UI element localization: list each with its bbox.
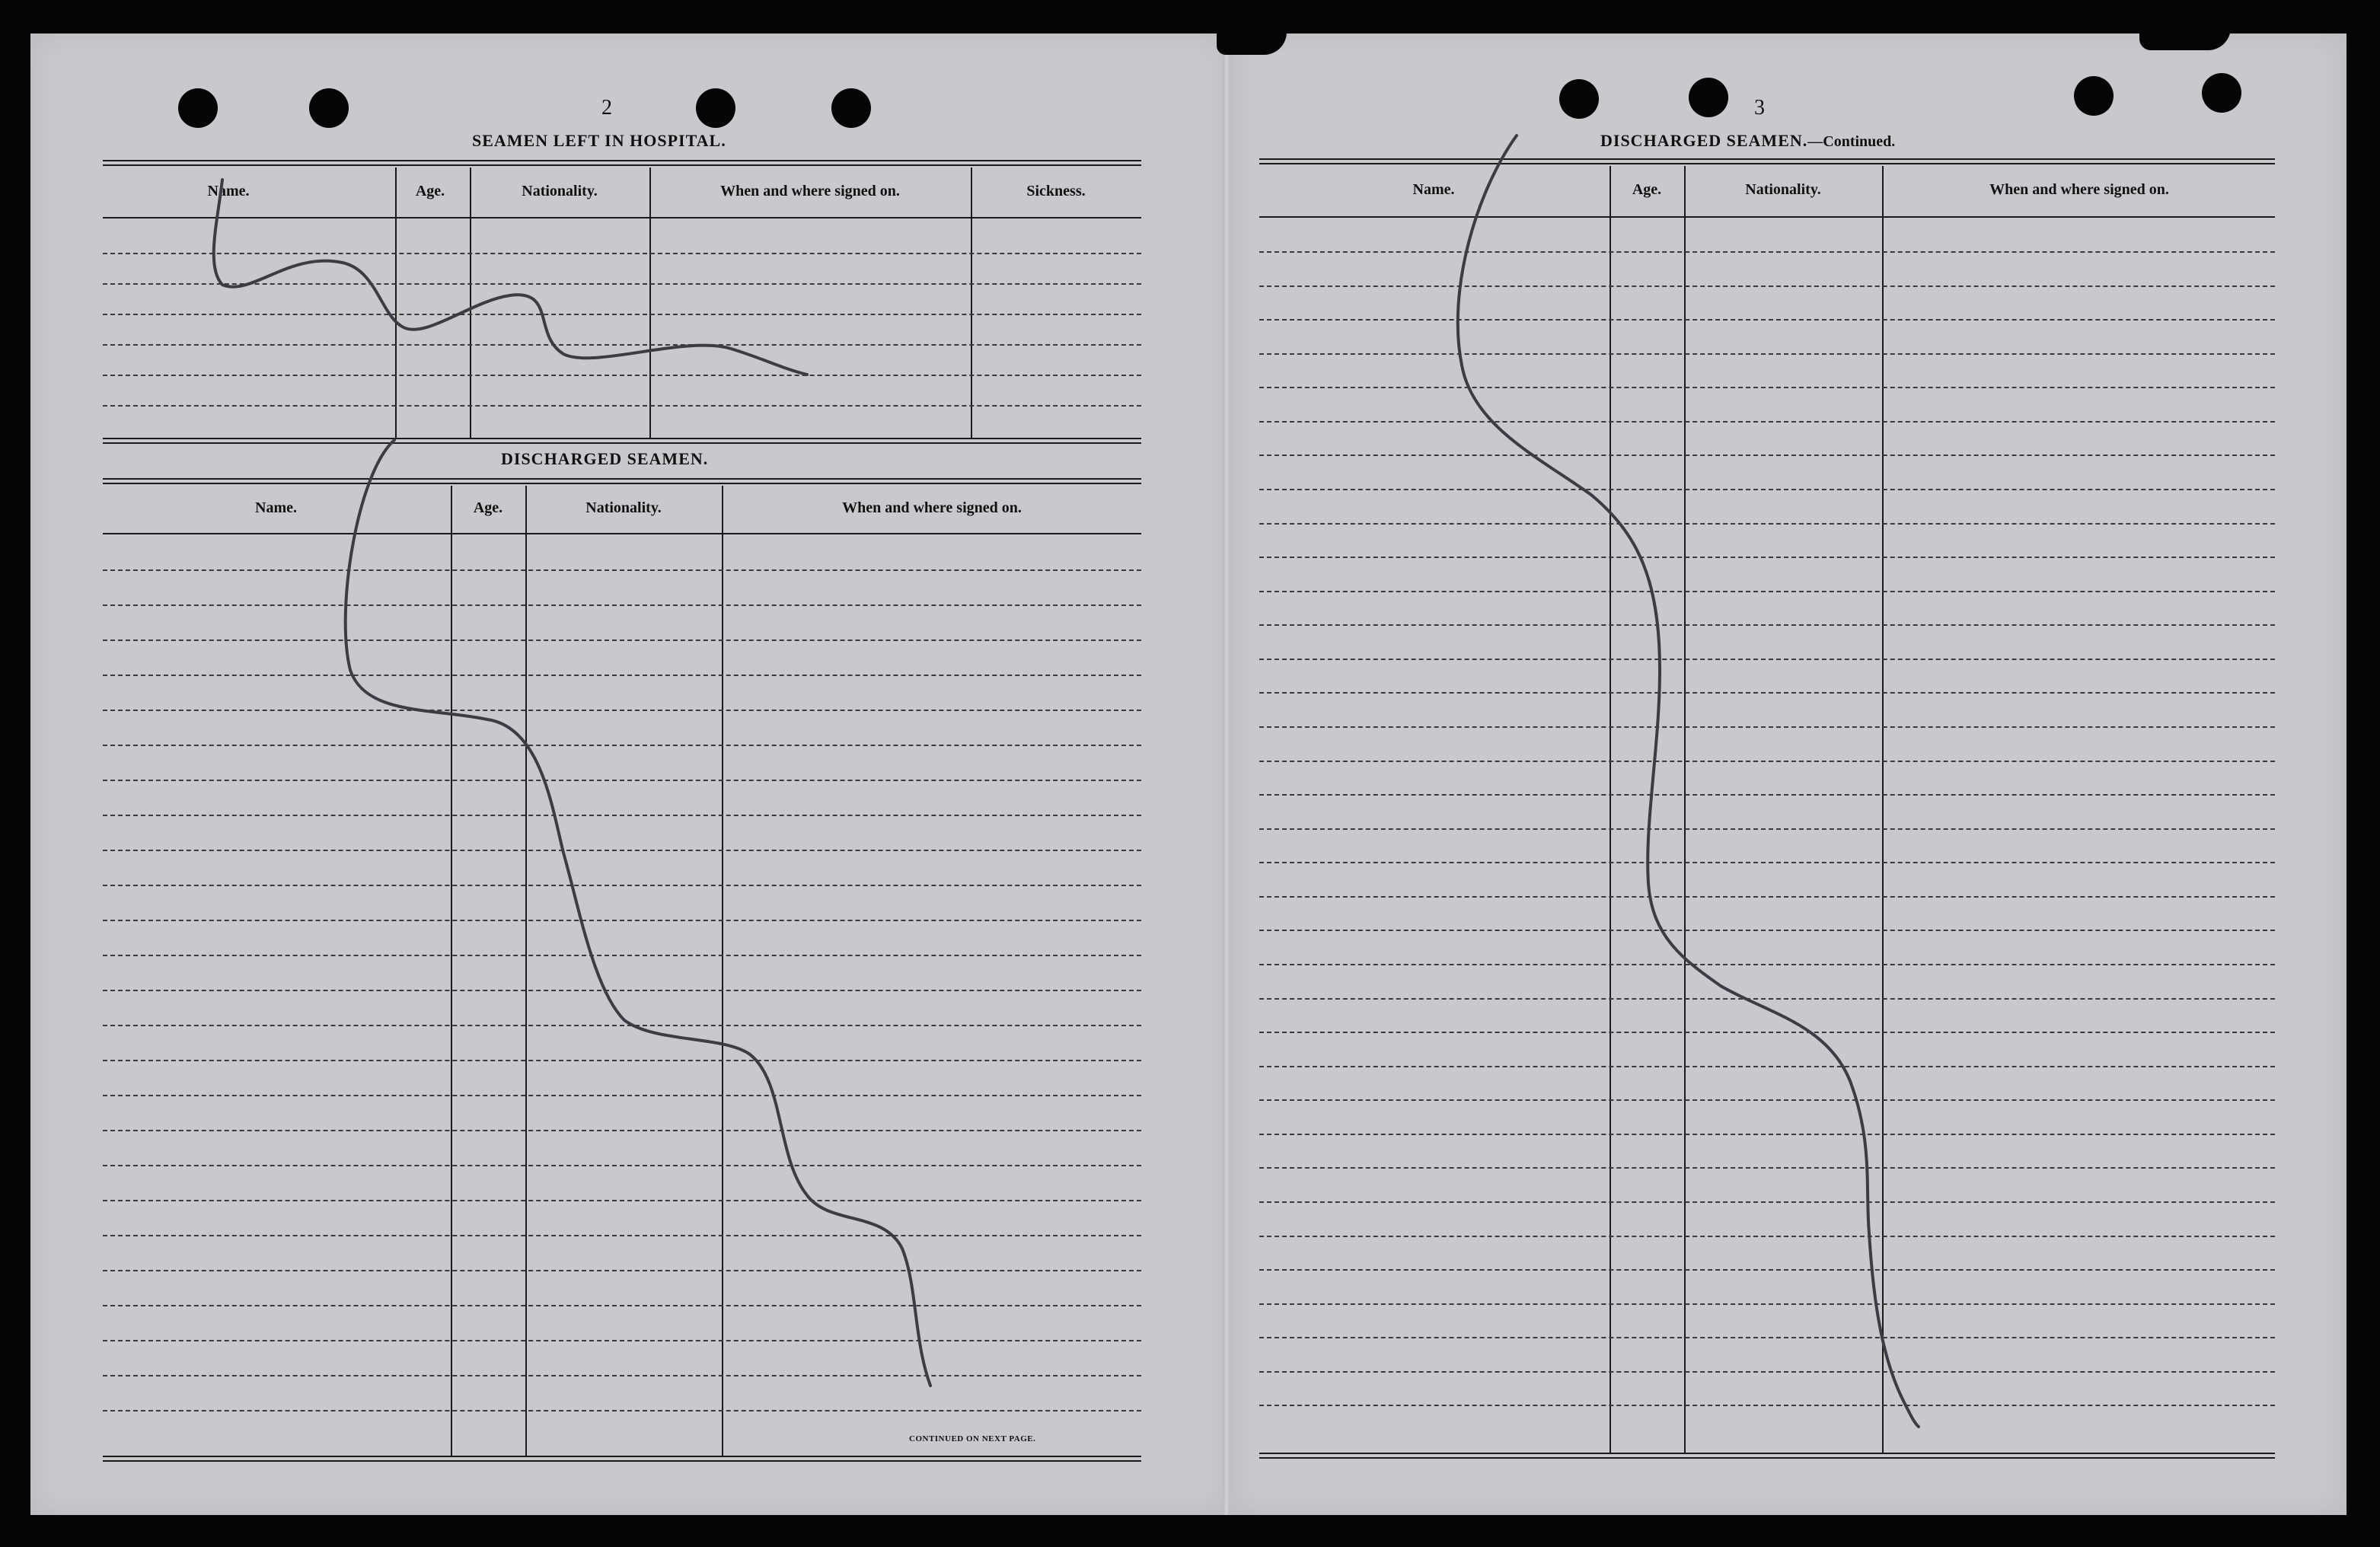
table-row [1259,1303,2275,1305]
divider [103,483,1141,484]
table-row [1259,964,2275,965]
discharged-section-title: DISCHARGED SEAMEN. [501,449,709,468]
divider [1259,1457,2275,1459]
punch-hole [309,88,349,128]
punch-hole [1689,78,1728,117]
table-row [1259,319,2275,321]
continued-note: CONTINUED ON NEXT PAGE. [909,1434,1036,1443]
table-row [1259,455,2275,456]
discharged-continued-rows [1259,251,2275,1439]
table-row [1259,353,2275,355]
divider [1259,158,2275,160]
table-row [1259,1099,2275,1101]
table-row [1259,998,2275,1000]
table-row [103,1165,1141,1166]
table-row [103,1270,1141,1271]
table-row [103,344,1141,346]
table-row [1259,1236,2275,1237]
hospital-section-title: SEAMEN LEFT IN HOSPITAL. [472,131,726,150]
discharged-title-text: DISCHARGED SEAMEN. [1600,131,1808,150]
table-row [1259,387,2275,388]
divider [103,160,1141,161]
table-row [1259,591,2275,592]
divider [1259,163,2275,164]
table-row [103,640,1141,641]
table-row [103,745,1141,746]
discharged-rows [103,569,1141,1445]
table-row [103,283,1141,285]
table-row [1259,285,2275,287]
table-row [1259,1269,2275,1271]
punch-hole [178,88,218,128]
table-row [103,1095,1141,1096]
table-row [1259,1134,2275,1135]
divider [103,1456,1141,1457]
table-row [103,1410,1141,1411]
right-page [1229,33,2347,1515]
punch-hole [831,88,871,128]
table-row [103,314,1141,315]
column-header-age: Age. [1632,181,1662,198]
table-row [1259,1167,2275,1169]
torn-edge [1217,27,1287,55]
table-row [1259,761,2275,762]
divider [103,478,1141,480]
punch-hole [696,88,735,128]
left-page [30,33,1229,1515]
table-row [103,1200,1141,1201]
table-row [103,955,1141,956]
table-row [1259,828,2275,830]
table-row [103,375,1141,376]
table-row [1259,1032,2275,1033]
column-header-signed-on: When and where signed on. [1989,181,2169,198]
table-row [103,815,1141,816]
table-row [1259,1371,2275,1373]
table-row [103,604,1141,606]
column-header-signed-on: When and where signed on. [842,499,1022,516]
table-row [1259,421,2275,423]
table-row [1259,862,2275,863]
discharged-continued-title [1600,131,1895,151]
table-row [1259,489,2275,490]
divider [103,442,1141,444]
table-row [1259,557,2275,558]
divider [103,438,1141,439]
page-number: 2 [601,96,612,120]
table-row [103,569,1141,571]
table-row [103,920,1141,921]
table-row [103,780,1141,781]
table-row [1259,1201,2275,1203]
column-header-sickness: Sickness. [1026,183,1086,199]
column-header-nationality: Nationality. [522,183,598,199]
table-row [103,1340,1141,1341]
table-row [103,675,1141,676]
hospital-rows [103,253,1141,435]
divider [103,1460,1141,1462]
table-row [1259,659,2275,660]
table-row [103,850,1141,851]
table-row [103,885,1141,886]
column-header-name: Name. [1412,181,1455,198]
punch-hole [1559,79,1599,119]
column-header-signed-on: When and where signed on. [720,183,900,199]
column-header-age: Age. [473,499,503,516]
divider [1259,1453,2275,1454]
table-row [1259,896,2275,898]
table-row [103,1130,1141,1131]
table-row [1259,624,2275,626]
table-row [103,405,1141,407]
table-row [103,1375,1141,1376]
page-number: 3 [1754,96,1765,120]
divider [103,217,1141,218]
column-header-name: Name. [207,183,250,199]
table-row [1259,930,2275,931]
column-header-age: Age. [415,183,445,199]
column-header-name: Name. [255,499,297,516]
table-row [1259,1066,2275,1067]
divider [103,533,1141,534]
table-row [1259,251,2275,253]
divider [103,164,1141,166]
table-row [103,1305,1141,1306]
table-row [1259,1337,2275,1338]
table-row [103,710,1141,711]
column-header-nationality: Nationality. [585,499,662,516]
table-row [103,1060,1141,1061]
torn-edge [2139,27,2231,50]
table-row [1259,726,2275,728]
punch-hole [2202,73,2241,113]
table-row [103,990,1141,991]
continued-suffix: —Continued. [1807,133,1896,150]
table-row [1259,794,2275,796]
column-header-nationality: Nationality. [1745,181,1821,198]
table-row [103,253,1141,254]
punch-hole [2074,76,2114,116]
table-row [1259,1405,2275,1406]
table-row [1259,692,2275,694]
divider [1259,216,2275,218]
table-row [1259,523,2275,525]
table-row [103,1235,1141,1236]
table-row [103,1025,1141,1026]
